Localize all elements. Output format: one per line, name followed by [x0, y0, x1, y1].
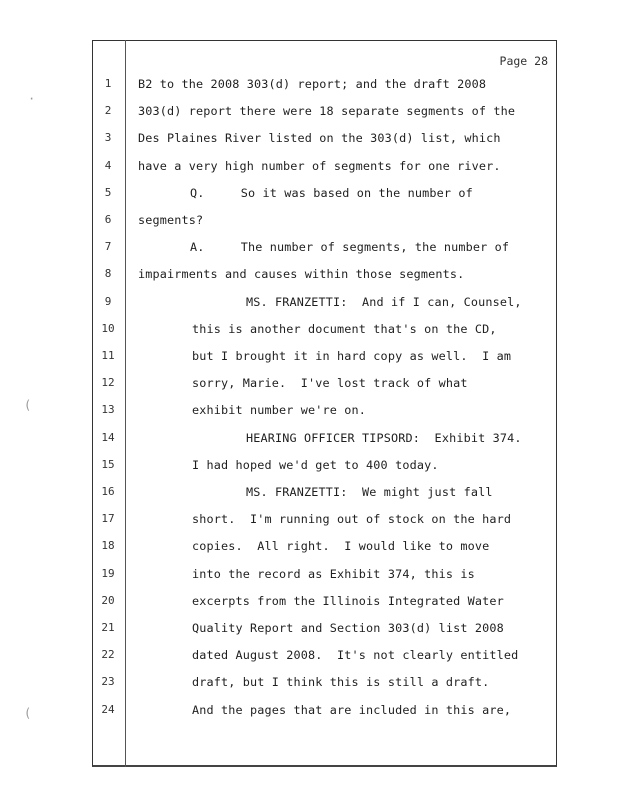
line-number: 4 [104, 158, 112, 172]
line-number: 12 [101, 376, 115, 390]
scan-mark: ( [24, 398, 32, 412]
line-number: 8 [104, 267, 112, 281]
line-text: short. I'm running out of stock on the hard [192, 512, 512, 527]
transcript-line [0, 482, 618, 502]
line-text: copies. All right. I would like to move [192, 539, 490, 554]
line-number: 23 [101, 675, 115, 689]
transcript-line [0, 700, 618, 720]
transcript-line [0, 156, 618, 176]
line-number: 17 [101, 512, 115, 526]
transcript-line [0, 645, 618, 665]
line-text: HEARING OFFICER TIPSORD: Exhibit 374. [246, 430, 522, 445]
line-text: into the record as Exhibit 374, this is [192, 566, 475, 581]
line-text: excerpts from the Illinois Integrated Water [192, 593, 504, 608]
transcript-line [0, 74, 618, 94]
line-text: sorry, Marie. I've lost track of what [192, 376, 468, 391]
line-number: 19 [101, 566, 115, 580]
line-number: 18 [101, 539, 115, 553]
line-number: 7 [104, 240, 112, 254]
transcript-line [0, 509, 618, 529]
line-number: 15 [101, 457, 115, 471]
line-text: B2 to the 2008 303(d) report; and the draft 2008 [138, 77, 487, 91]
line-number: 22 [101, 648, 115, 662]
transcript-line [0, 264, 618, 284]
line-number: 11 [101, 349, 115, 362]
transcript-line [0, 101, 618, 121]
line-number: 2 [104, 104, 112, 118]
transcript-line [0, 128, 618, 148]
transcript-line [0, 591, 618, 611]
line-text: Des Plaines River listed on the 303(d) list, which [138, 131, 501, 146]
transcript-line [0, 400, 618, 420]
line-number: 5 [104, 185, 112, 199]
transcript-line [0, 237, 618, 257]
line-number: 24 [101, 702, 115, 716]
page-number: Page 28 [499, 54, 548, 68]
line-text: have a very high number of segments for one river. [138, 158, 501, 173]
transcript-line [0, 536, 618, 556]
line-number: 16 [101, 485, 115, 498]
line-number: 9 [104, 294, 112, 308]
transcript-line [0, 319, 618, 339]
transcript-line [0, 210, 618, 230]
transcript-line [0, 618, 618, 638]
scan-mark: · [28, 92, 36, 106]
transcript-line [0, 373, 618, 393]
transcript-line [0, 292, 618, 312]
line-number: 6 [104, 213, 112, 226]
line-text: MS. FRANZETTI: We might just fall [246, 485, 493, 499]
line-text: MS. FRANZETTI: And if I can, Counsel, [246, 294, 522, 309]
line-text: Quality Report and Section 303(d) list 2008 [192, 621, 504, 635]
line-number: 10 [101, 321, 115, 335]
line-text: dated August 2008. It's not clearly entitled [192, 648, 519, 663]
line-number: 21 [101, 621, 115, 634]
scan-mark: ( [24, 706, 32, 720]
line-text: A. The number of segments, the number of [190, 240, 510, 255]
line-text: impairments and causes within those segments. [138, 267, 465, 282]
line-text: draft, but I think this is still a draft. [192, 675, 490, 690]
line-text: Q. So it was based on the number of [190, 185, 473, 200]
line-text: but I brought it in hard copy as well. I am [192, 349, 512, 363]
line-number: 13 [101, 403, 115, 417]
line-text: exhibit number we're on. [192, 403, 367, 418]
line-text: And the pages that are included in this are, [192, 702, 512, 717]
line-text: this is another document that's on the CD, [192, 321, 497, 336]
line-number: 1 [104, 77, 112, 90]
transcript-line [0, 564, 618, 584]
transcript-line [0, 346, 618, 366]
transcript-line [0, 183, 618, 203]
line-text: segments? [138, 213, 204, 227]
line-text: I had hoped we'd get to 400 today. [192, 457, 439, 472]
transcript-line [0, 672, 618, 692]
line-number: 14 [101, 430, 115, 444]
line-number: 3 [104, 131, 112, 145]
line-number: 20 [101, 593, 115, 607]
transcript-line [0, 455, 618, 475]
line-text: 303(d) report there were 18 separate segments of the [138, 104, 516, 119]
transcript-line [0, 428, 618, 448]
